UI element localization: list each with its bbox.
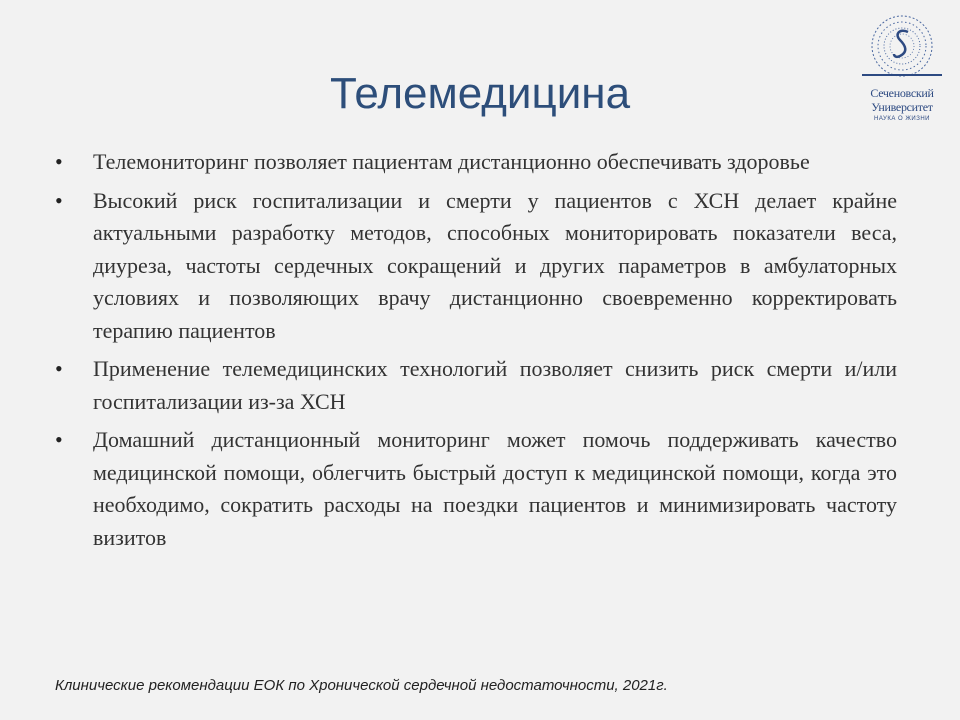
bullet-dot: •: [55, 356, 63, 381]
bullet-list: [55, 146, 897, 560]
bullet-item: [55, 146, 897, 179]
logo-text-line2: Университет: [871, 100, 933, 114]
source-citation: Клинические рекомендации ЕОК по Хронической сердечной недостаточности, 2021г.: [55, 677, 668, 694]
bullet-dot: •: [55, 149, 63, 174]
bullet-text: Применение телемедицинских технологий позволяет снизить риск смерти и/или госпитализации из-за ХСН: [93, 356, 897, 414]
bullet-dot: •: [55, 187, 63, 213]
bullet-text: Домашний дистанционный мониторинг может помочь поддерживать качество медицинской помощи, облегчить быстрый доступ к медицинской помощи, когда это необходимо, сократить расходы на поездки пациентов и минимизировать частоту визитов: [93, 427, 897, 550]
bullet-item: [55, 185, 897, 348]
bullet-item: [55, 353, 897, 418]
slide-title: Телемедицина: [329, 69, 631, 118]
logo-tagline: НАУКА О ЖИЗНИ: [873, 116, 930, 122]
logo-text-line1: Сеченовский: [870, 86, 934, 100]
bullet-text: Высокий риск госпитализации и смерти у пациентов с ХСН делает крайне актуальными разработку методов, способных мониторировать показатели веса, диуреза, частоты сердечных сокращений и других параметров в амбулаторных условиях и позволяющих врачу дистанционно своевременно корректировать терапию пациентов: [93, 187, 897, 343]
bullet-dot: •: [55, 427, 63, 452]
bullet-text: Телемониторинг позволяет пациентам дистанционно обеспечивать здоровье: [93, 149, 810, 174]
bullet-item: [55, 424, 897, 554]
